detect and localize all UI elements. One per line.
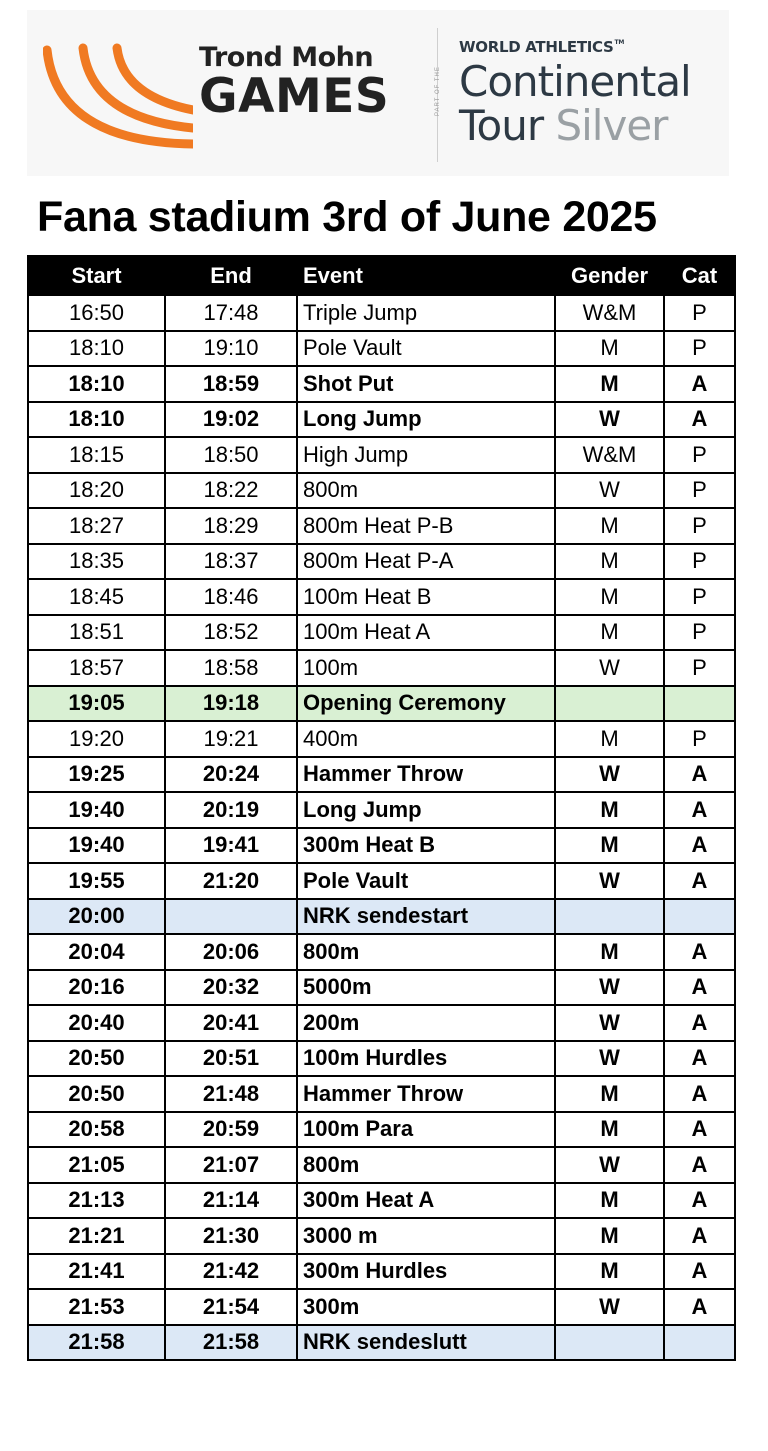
- cell-event: 300m Hurdles: [297, 1254, 555, 1290]
- continental-label: Continental: [459, 57, 691, 106]
- cell-gender: M: [555, 544, 664, 580]
- table-header-row: [28, 256, 735, 295]
- cell-end: 20:24: [165, 757, 297, 793]
- cell-end: 19:41: [165, 828, 297, 864]
- column-header-cat: Cat: [664, 256, 735, 295]
- cell-event: Long Jump: [297, 402, 555, 438]
- cell-gender: M: [555, 615, 664, 651]
- cell-cat: P: [664, 295, 735, 331]
- table-row: [28, 899, 735, 935]
- cell-cat: P: [664, 615, 735, 651]
- cell-start: 21:41: [28, 1254, 165, 1290]
- trond-mohn-games-logo: [199, 42, 390, 124]
- cell-cat: A: [664, 828, 735, 864]
- cell-cat: P: [664, 579, 735, 615]
- cell-event: 100m Heat B: [297, 579, 555, 615]
- cell-event: Triple Jump: [297, 295, 555, 331]
- table-row: [28, 1112, 735, 1148]
- part-of-label: PART OF THE: [435, 66, 441, 116]
- cell-end: 21:58: [165, 1325, 297, 1361]
- cell-gender: M: [555, 1183, 664, 1219]
- cell-cat: A: [664, 1041, 735, 1077]
- cell-start: 18:27: [28, 508, 165, 544]
- logo-line1: Trond Mohn: [199, 42, 374, 73]
- cell-start: 18:15: [28, 437, 165, 473]
- table-row: [28, 331, 735, 367]
- cell-end: 18:46: [165, 579, 297, 615]
- table-row: [28, 1325, 735, 1361]
- cell-end: 21:14: [165, 1183, 297, 1219]
- column-header-start: Start: [28, 256, 165, 295]
- cell-event: 400m: [297, 721, 555, 757]
- table-row: [28, 1289, 735, 1325]
- cell-event: Pole Vault: [297, 863, 555, 899]
- cell-end: 21:42: [165, 1254, 297, 1290]
- cell-gender: M: [555, 366, 664, 402]
- cell-start: 19:40: [28, 828, 165, 864]
- cell-start: 18:51: [28, 615, 165, 651]
- cell-gender: M: [555, 1076, 664, 1112]
- cell-gender: W&M: [555, 295, 664, 331]
- table-row: [28, 1005, 735, 1041]
- cell-start: 21:21: [28, 1218, 165, 1254]
- column-header-end: End: [165, 256, 297, 295]
- cell-end: 18:22: [165, 473, 297, 509]
- cell-cat: A: [664, 1005, 735, 1041]
- table-row: [28, 792, 735, 828]
- column-header-event: Event: [297, 256, 555, 295]
- table-row: [28, 1218, 735, 1254]
- cell-gender: W: [555, 1041, 664, 1077]
- cell-end: [165, 899, 297, 935]
- cell-end: 20:51: [165, 1041, 297, 1077]
- cell-gender: W: [555, 757, 664, 793]
- table-row: [28, 1041, 735, 1077]
- cell-gender: M: [555, 934, 664, 970]
- cell-event: 100m: [297, 650, 555, 686]
- tour-label: Tour: [459, 101, 544, 150]
- cell-gender: W: [555, 473, 664, 509]
- table-row: [28, 863, 735, 899]
- cell-end: 19:18: [165, 686, 297, 722]
- cell-cat: P: [664, 437, 735, 473]
- cell-event: 300m Heat B: [297, 828, 555, 864]
- cell-end: 18:52: [165, 615, 297, 651]
- cell-start: 19:55: [28, 863, 165, 899]
- schedule-body: [28, 295, 735, 1360]
- cell-cat: A: [664, 970, 735, 1006]
- table-row: [28, 544, 735, 580]
- cell-end: 18:37: [165, 544, 297, 580]
- cell-event: 300m: [297, 1289, 555, 1325]
- cell-start: 18:10: [28, 402, 165, 438]
- cell-gender: M: [555, 579, 664, 615]
- table-row: [28, 402, 735, 438]
- cell-gender: [555, 899, 664, 935]
- cell-gender: M: [555, 1112, 664, 1148]
- cell-cat: A: [664, 792, 735, 828]
- cell-event: 800m: [297, 473, 555, 509]
- cell-end: 19:21: [165, 721, 297, 757]
- cell-cat: A: [664, 402, 735, 438]
- table-row: [28, 1147, 735, 1183]
- cell-start: 19:25: [28, 757, 165, 793]
- cell-cat: [664, 899, 735, 935]
- cell-cat: A: [664, 1076, 735, 1112]
- table-row: [28, 828, 735, 864]
- cell-gender: M: [555, 1254, 664, 1290]
- cell-event: Long Jump: [297, 792, 555, 828]
- page-title: Fana stadium 3rd of June 2025: [37, 193, 657, 241]
- cell-start: 18:10: [28, 366, 165, 402]
- cell-start: 20:40: [28, 1005, 165, 1041]
- tour-silver-label: [459, 101, 691, 150]
- cell-start: 21:53: [28, 1289, 165, 1325]
- logo-line2: GAMES: [199, 69, 390, 124]
- cell-event: Pole Vault: [297, 331, 555, 367]
- cell-gender: M: [555, 792, 664, 828]
- cell-start: 16:50: [28, 295, 165, 331]
- table-row: [28, 934, 735, 970]
- table-row: [28, 721, 735, 757]
- cell-event: NRK sendestart: [297, 899, 555, 935]
- cell-event: Opening Ceremony: [297, 686, 555, 722]
- cell-event: 3000 m: [297, 1218, 555, 1254]
- cell-cat: A: [664, 1112, 735, 1148]
- cell-start: 18:57: [28, 650, 165, 686]
- cell-start: 20:58: [28, 1112, 165, 1148]
- schedule-table: [27, 255, 736, 1361]
- table-row: [28, 366, 735, 402]
- cell-cat: A: [664, 366, 735, 402]
- cell-start: 21:05: [28, 1147, 165, 1183]
- cell-end: 21:30: [165, 1218, 297, 1254]
- cell-gender: W: [555, 1005, 664, 1041]
- cell-start: 20:04: [28, 934, 165, 970]
- table-row: [28, 1254, 735, 1290]
- cell-start: 21:58: [28, 1325, 165, 1361]
- wa-trademark: TM: [614, 39, 624, 46]
- cell-gender: W: [555, 402, 664, 438]
- cell-end: 20:32: [165, 970, 297, 1006]
- cell-end: 21:48: [165, 1076, 297, 1112]
- cell-event: 100m Para: [297, 1112, 555, 1148]
- cell-cat: P: [664, 721, 735, 757]
- cell-start: 20:50: [28, 1041, 165, 1077]
- cell-start: 18:10: [28, 331, 165, 367]
- cell-start: 21:13: [28, 1183, 165, 1219]
- cell-start: 20:50: [28, 1076, 165, 1112]
- cell-gender: [555, 686, 664, 722]
- cell-end: 21:20: [165, 863, 297, 899]
- cell-end: 21:54: [165, 1289, 297, 1325]
- cell-start: 20:16: [28, 970, 165, 1006]
- column-header-gender: Gender: [555, 256, 664, 295]
- cell-cat: A: [664, 1218, 735, 1254]
- cell-end: 20:19: [165, 792, 297, 828]
- cell-gender: [555, 1325, 664, 1361]
- cell-start: 18:20: [28, 473, 165, 509]
- cell-start: 19:05: [28, 686, 165, 722]
- table-row: [28, 473, 735, 509]
- wa-top-label: [459, 40, 691, 55]
- cell-cat: A: [664, 1289, 735, 1325]
- cell-end: 18:59: [165, 366, 297, 402]
- cell-cat: A: [664, 1183, 735, 1219]
- cell-cat: P: [664, 331, 735, 367]
- cell-cat: A: [664, 934, 735, 970]
- cell-event: High Jump: [297, 437, 555, 473]
- cell-event: 800m: [297, 934, 555, 970]
- cell-gender: W: [555, 863, 664, 899]
- cell-end: 21:07: [165, 1147, 297, 1183]
- cell-event: 100m Heat A: [297, 615, 555, 651]
- cell-event: 800m: [297, 1147, 555, 1183]
- silver-label: Silver: [555, 101, 668, 150]
- cell-gender: W: [555, 970, 664, 1006]
- table-row: [28, 437, 735, 473]
- cell-cat: P: [664, 473, 735, 509]
- table-row: [28, 650, 735, 686]
- cell-end: 19:10: [165, 331, 297, 367]
- cell-cat: [664, 1325, 735, 1361]
- table-row: [28, 757, 735, 793]
- cell-cat: [664, 686, 735, 722]
- cell-event: 800m Heat P-A: [297, 544, 555, 580]
- cell-end: 20:59: [165, 1112, 297, 1148]
- cell-event: 100m Hurdles: [297, 1041, 555, 1077]
- cell-event: Shot Put: [297, 366, 555, 402]
- cell-cat: A: [664, 863, 735, 899]
- cell-event: 800m Heat P-B: [297, 508, 555, 544]
- cell-gender: M: [555, 508, 664, 544]
- cell-end: 20:41: [165, 1005, 297, 1041]
- table-row: [28, 295, 735, 331]
- cell-event: NRK sendeslutt: [297, 1325, 555, 1361]
- table-row: [28, 615, 735, 651]
- cell-gender: W: [555, 1289, 664, 1325]
- cell-end: 20:06: [165, 934, 297, 970]
- table-row: [28, 1076, 735, 1112]
- cell-end: 18:58: [165, 650, 297, 686]
- cell-start: 20:00: [28, 899, 165, 935]
- cell-cat: P: [664, 650, 735, 686]
- cell-gender: W: [555, 650, 664, 686]
- table-row: [28, 579, 735, 615]
- table-row: [28, 508, 735, 544]
- cell-event: 5000m: [297, 970, 555, 1006]
- header-banner: [27, 10, 729, 176]
- cell-cat: A: [664, 757, 735, 793]
- cell-gender: M: [555, 1218, 664, 1254]
- cell-end: 19:02: [165, 402, 297, 438]
- cell-start: 19:20: [28, 721, 165, 757]
- cell-gender: M: [555, 331, 664, 367]
- table-row: [28, 970, 735, 1006]
- cell-start: 18:45: [28, 579, 165, 615]
- world-athletics-logo: [459, 38, 691, 150]
- cell-event: Hammer Throw: [297, 1076, 555, 1112]
- table-row: [28, 686, 735, 722]
- table-row: [28, 1183, 735, 1219]
- cell-cat: P: [664, 508, 735, 544]
- cell-start: 18:35: [28, 544, 165, 580]
- cell-start: 19:40: [28, 792, 165, 828]
- cell-gender: M: [555, 721, 664, 757]
- wa-name: WORLD ATHLETICS: [459, 38, 614, 56]
- cell-gender: W: [555, 1147, 664, 1183]
- cell-event: 200m: [297, 1005, 555, 1041]
- cell-end: 18:50: [165, 437, 297, 473]
- cell-cat: A: [664, 1254, 735, 1290]
- cell-event: 300m Heat A: [297, 1183, 555, 1219]
- cell-event: Hammer Throw: [297, 757, 555, 793]
- track-arcs-logo: [43, 38, 193, 158]
- cell-gender: M: [555, 828, 664, 864]
- cell-gender: W&M: [555, 437, 664, 473]
- cell-cat: A: [664, 1147, 735, 1183]
- cell-cat: P: [664, 544, 735, 580]
- cell-end: 17:48: [165, 295, 297, 331]
- cell-end: 18:29: [165, 508, 297, 544]
